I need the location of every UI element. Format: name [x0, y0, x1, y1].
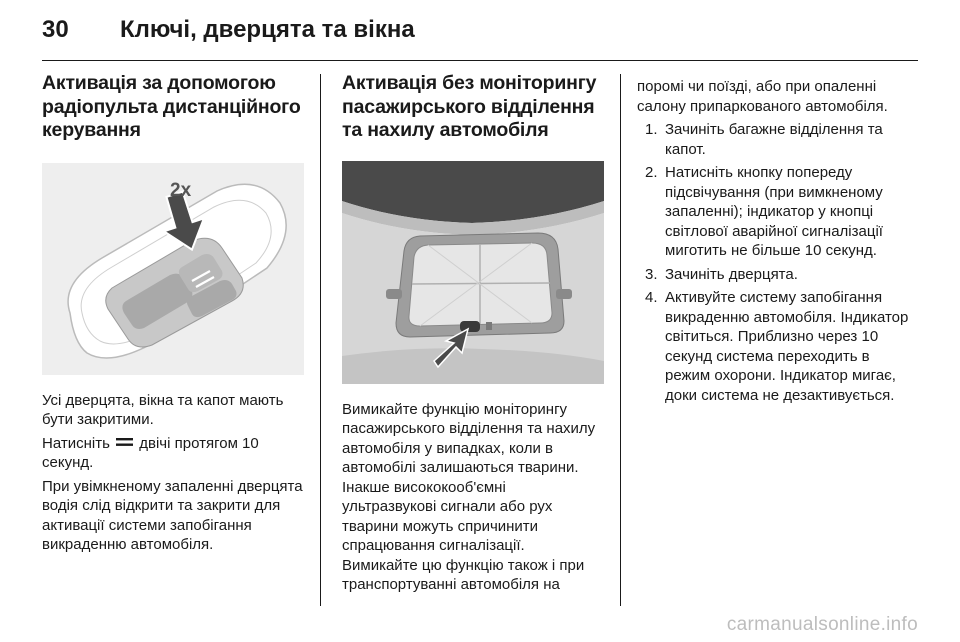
step-number: 1.	[645, 121, 658, 138]
section-heading-no-monitoring: Активація без моніторингу пасажирського відділення та нахилу автомобіля	[342, 72, 597, 141]
page-header	[0, 0, 960, 62]
page-title: Ключі, дверцята та вікна	[120, 16, 415, 43]
press-twice-before: Натисніть	[42, 434, 110, 452]
column-divider-2	[620, 74, 621, 606]
column-1	[42, 72, 304, 555]
list-item	[637, 163, 912, 261]
press-twice-after: двічі протягом 10 секунд.	[42, 434, 259, 471]
list-item	[637, 288, 912, 405]
column-2	[342, 72, 604, 595]
paragraph-ignition-on: При увімкненому запаленні дверцята водія слід відкрити та закрити для активації системи запобігання викраденню автомобіля.	[42, 477, 303, 553]
figure-label-2x: 2x	[170, 179, 192, 201]
list-item	[637, 120, 912, 159]
step-text: Зачиніть багажне відділення та капот.	[665, 121, 883, 158]
column-3	[637, 72, 912, 405]
step-number: 3.	[645, 265, 658, 283]
paragraph-press-twice	[42, 434, 304, 473]
watermark: carmanualsonline.info	[726, 614, 918, 635]
lock-button-icon	[116, 437, 133, 447]
step-number: 4.	[645, 289, 658, 306]
step-text: Натисніть кнопку попереду підсвічування (при вимкненому запаленні); індикатор у кнопці світлової аварійної сигналізації миготить не більше 10 секунд.	[665, 164, 883, 259]
header-rule	[42, 60, 918, 61]
step-list	[637, 120, 912, 405]
step-text: Зачиніть дверцята.	[665, 265, 798, 283]
column-divider-1	[320, 74, 321, 606]
step-number: 2.	[645, 164, 658, 181]
paragraph-doors-closed: Усі дверцята, вікна та капот мають бути закритими.	[42, 391, 284, 428]
interior-light-figure	[342, 161, 604, 384]
paragraph-continuation: поромі чи поїзді, або при опаленні салону припаркованого автомобіля.	[637, 78, 888, 115]
paragraph-disable-monitoring: Вимикайте функцію моніторингу пасажирського відділення та нахилу автомобіля у випадках, коли в автомобілі залишаються тварини. Інакше висококооб'ємні ультразвукові сигнали або рух тварини можуть спричинити спрацювання сигналізації. Вимикайте цю функцію також і при транспортуванні автомобіля на	[342, 400, 596, 593]
interior-light-illustration	[342, 161, 604, 384]
step-text: Активуйте систему запобігання викраденню автомобіля. Індикатор світиться. Приблизно через 10 секунд система переходить в режим охорони. Індикатор мигає, доки система не дезактивується.	[665, 289, 909, 404]
list-item	[637, 265, 912, 285]
page-number: 30	[42, 16, 69, 43]
section-heading-remote: Активація за допомогою радіопульта дистанційного керування	[42, 72, 301, 141]
remote-key-figure	[42, 163, 304, 375]
